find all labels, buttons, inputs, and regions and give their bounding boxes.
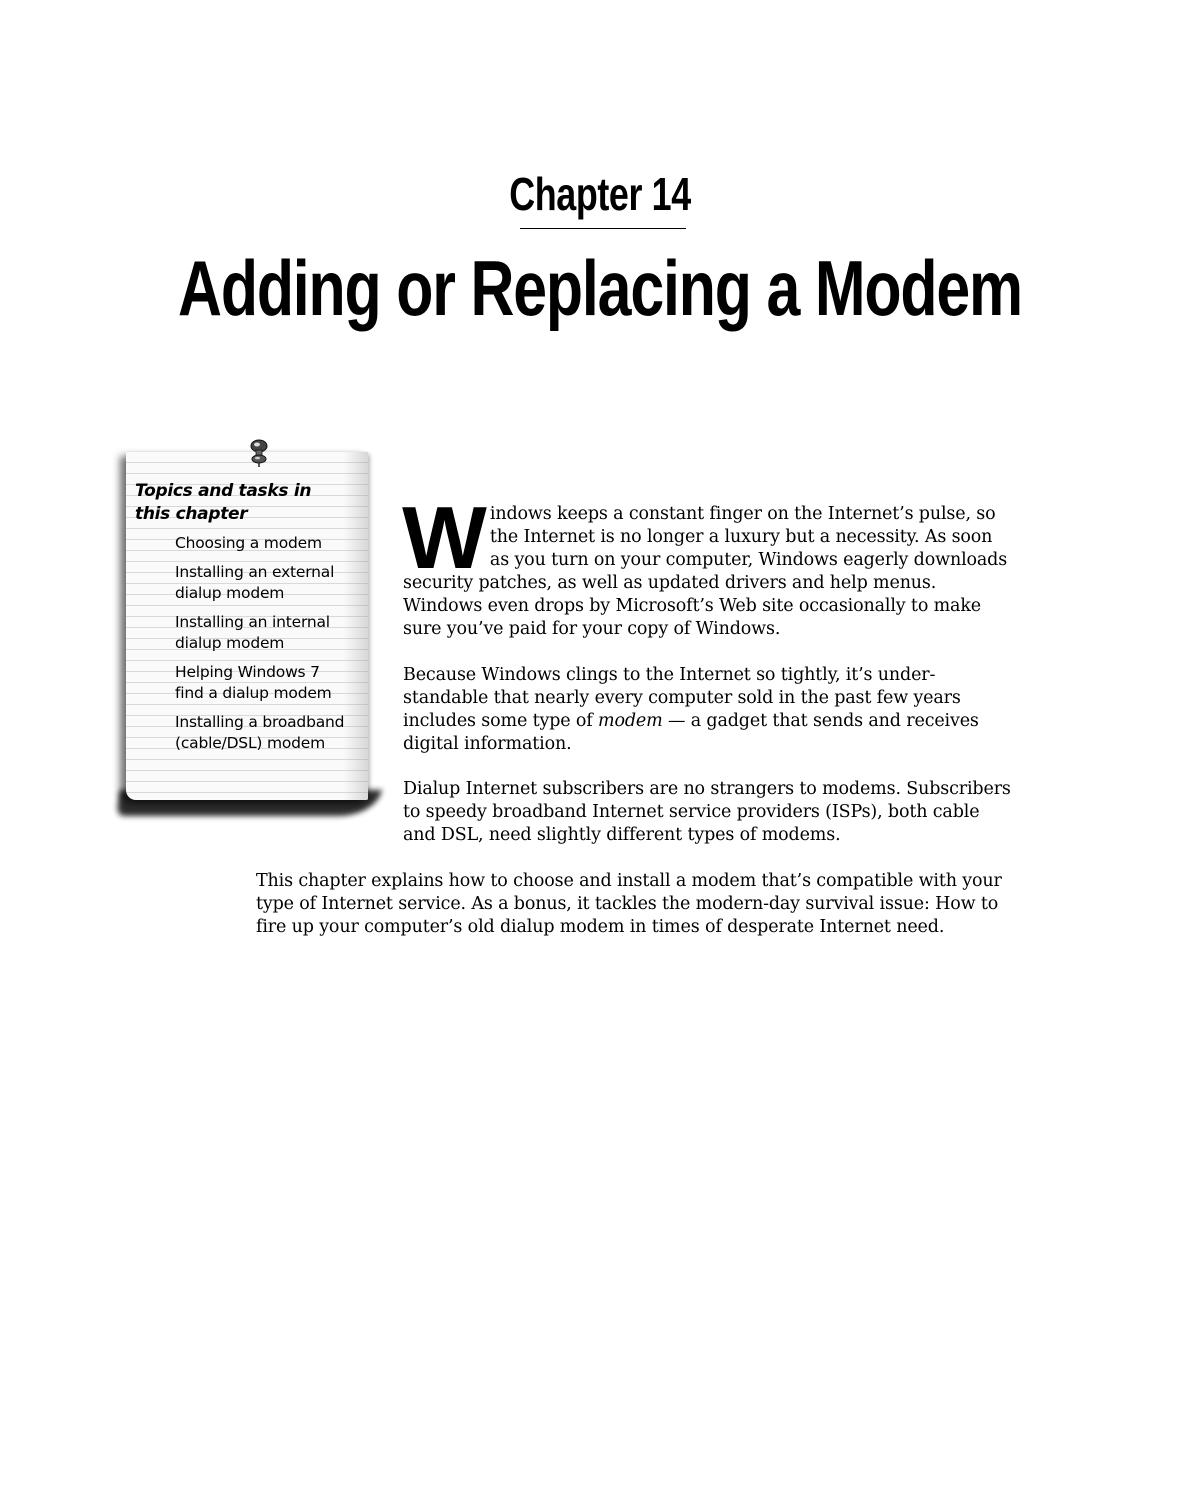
drop-cap: W bbox=[402, 488, 487, 587]
chapter-title: Adding or Replacing a Modem bbox=[178, 244, 1022, 332]
paragraph-text: — a gadget that sends and receives digital information. bbox=[403, 711, 979, 754]
pushpin-icon bbox=[248, 438, 270, 468]
topics-note bbox=[112, 440, 380, 825]
note-heading: Topics and tasks in this chapter bbox=[135, 481, 312, 524]
glossary-term: modem bbox=[598, 711, 663, 731]
paragraph-modem bbox=[403, 664, 1013, 756]
list-item: Installing a broadband (cable/DSL) modem bbox=[175, 713, 345, 752]
paragraph-chapter-overview: This chapter explains how to choose and install a modem that’s compatible with your type of Internet service. As a bonus, it tackles the modern-day survival issue: How to fire up your computer’s old dialup modem in times of desperate Internet need. bbox=[256, 871, 1002, 937]
chapter-rule bbox=[520, 228, 686, 229]
intro-paragraph-text: indows keeps a constant finger on the Internet’s pulse, so the Internet is no longer a luxury but a necessity. As soon as you turn on your computer, Windows eagerly downloads security patches, as well as updated drivers and help menus. Windows even drops by Microsoft’s Web site occasionally to make sure you’ve paid for your copy of Windows. bbox=[403, 504, 1008, 639]
intro-paragraph bbox=[402, 488, 1013, 641]
paragraph-dialup: Dialup Internet subscribers are no strangers to modems. Subscribers to speedy broadband Internet service providers (ISPs), both cable and DSL, need slightly different types of modems. bbox=[403, 779, 1011, 845]
list-item: Installing an external dialup modem bbox=[175, 563, 335, 602]
list-item: Choosing a modem bbox=[175, 534, 322, 552]
list-item: Installing an internal dialup modem bbox=[175, 613, 330, 652]
chapter-number: Chapter 14 bbox=[509, 168, 691, 220]
paragraph-text: Because Windows clings to the Internet so tightly, it’s under-standable that nearly every computer sold in the past few years includes some type of bbox=[403, 665, 961, 731]
list-item: Helping Windows 7 find a dialup modem bbox=[175, 663, 332, 702]
topics-list bbox=[175, 533, 375, 762]
